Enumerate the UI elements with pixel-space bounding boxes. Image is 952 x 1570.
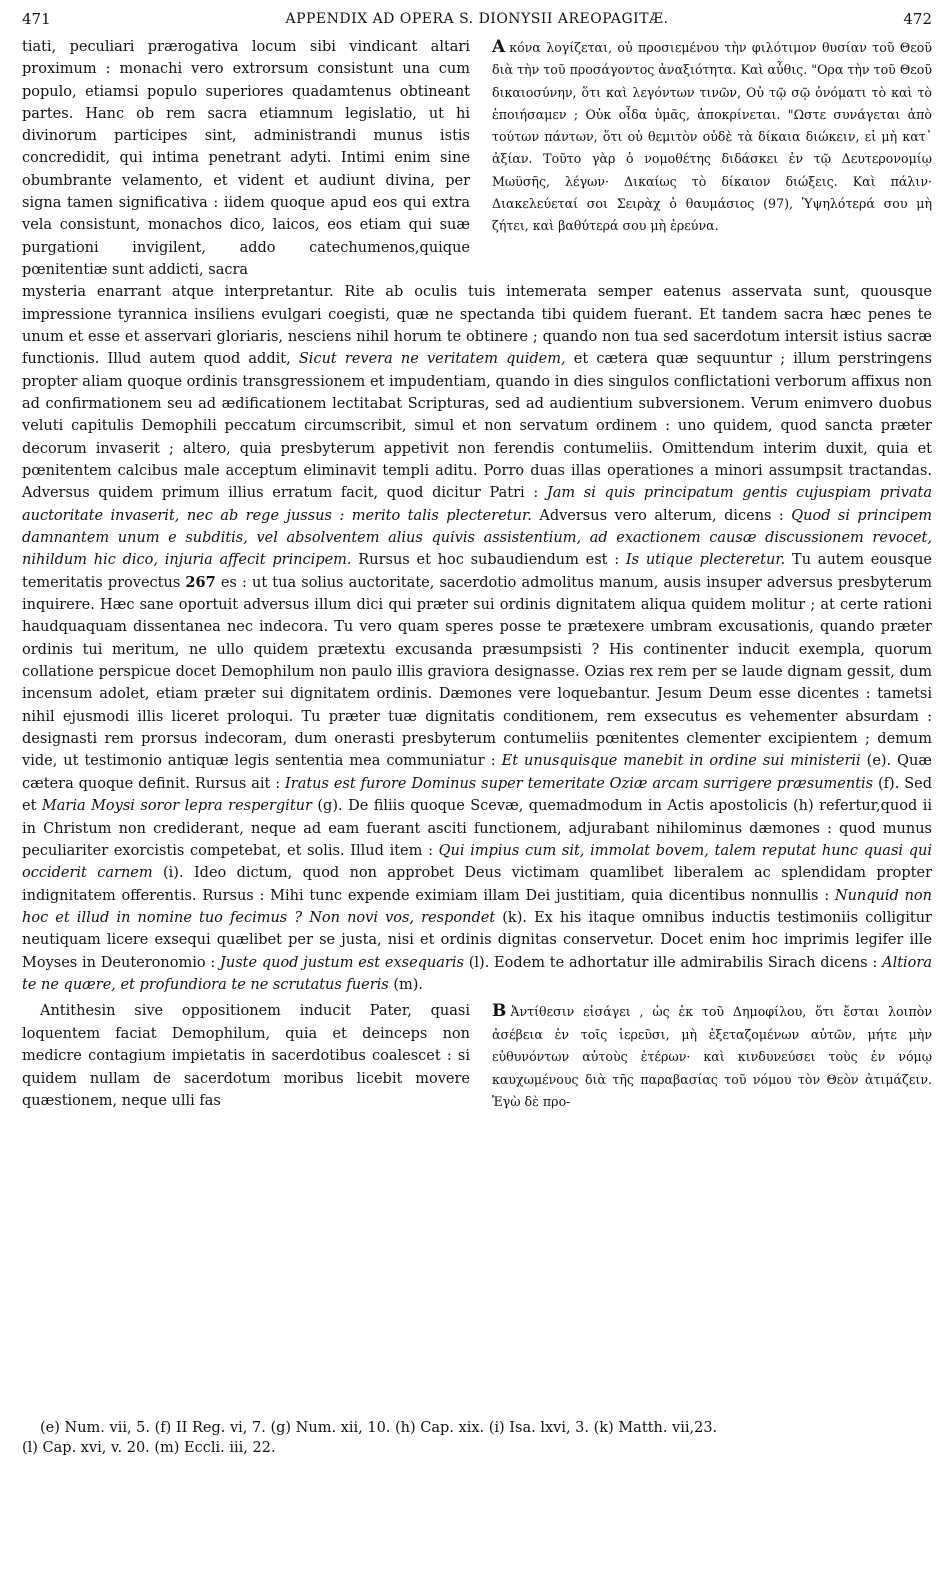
bottom-two-column-block [22, 1000, 932, 1114]
italic-quote: Nunquid non hoc et illud in nomine tuo fecimus ? Non novi vos, respondet [22, 887, 932, 926]
italic-quote: Qui impius cum sit, immolat bovem, talem reputat hunc quasi qui occiderit carnem [22, 842, 932, 882]
text-span: Rursus et hoc subaudiendum est : [351, 552, 626, 569]
section-marker-b: B [492, 1001, 507, 1022]
text-span: (i). Ideo dictum, quod non approbet Deus victimam quamlibet liberalem ac splendidam propter indignitatem offerentis. Rursus : Mihi tunc expende eximiam illam Dei justitiam, quia dicentibus nonnullis : [22, 865, 932, 904]
page-number-left: 471 [22, 10, 51, 28]
italic-quote: Altiora te ne quære, et profundiora te ne scrutatus fueris [22, 954, 932, 993]
latin-column-top: tiati, peculiari prærogativa locum sibi vindicant altari proximum : monachi vero extrorsum consistunt una cum populo, etiamsi populo superiores quadamtenus obtineant partes. Hanc ob rem sacra etiamnum legislatio, ut hi divinorum participes sint, administrandi munus istis concredidit, qui intima penetrant adyti. Intimi enim sine obumbrante velamento, et vident et audiunt divina, per signa tamen significativa : iidem quoque apud eos qui extra vela consistunt, monachos dico, laicos, eos etiam qui suæ purgationi invigilent, addo catechumenos,quique pœnitentiæ sunt addicti, sacra [22, 39, 470, 278]
text-span: (m). [388, 976, 424, 993]
footnote-line-1: (e) Num. vii, 5. (f) II Reg. vi, 7. (g) Num. xii, 10. (h) Cap. xix. (i) Isa. lxvi, 3. (k) Matth. vii,23. [40, 1420, 718, 1436]
main-paragraph [22, 281, 932, 996]
main-latin-text [22, 281, 932, 996]
text-span: (f). Sed et [22, 775, 932, 815]
page-number-right: 472 [903, 10, 932, 28]
section-marker-a: A [492, 37, 506, 57]
text-span: es : ut tua solius auctoritate, sacerdotio admolitus manum, ausis insuper adversus presbyterum inquirere. Hæc sane oportuit adversus illum dici qui præter sui ordinis dignitatem aliqua quidem molitur ; at certe rationi haudquaquam dissentanea nec indecora. Tu vero quam speres posse te prætexere umbram excusationis, quando præter ordinis tui meritum, ne ullo quidem prætextu excusanda præsumpsisti ? His continenter inducit exempla, quorum collatione perspicue docet Demophilum non paulo illis graviora designasse. Ozias rex rem per se laude dignam gessit, dum incensum adolet, etiam præter sui dignitatem ordinis. Dæmones vere loquebantur. Jesum Deum esse dicentes : tametsi nihil ejusmodi illis liceret proloqui. Tu præter tuæ dignitatis conditionem, rem exsecutus es vehementer absurdam : designasti rem prorsus indecoram, dum onerasti presbyterum contumeliis pœnitentes clementer excipientem ; demum vide, ut testimonio antiquæ legis sententia mea communiatur : [22, 574, 932, 770]
italic-quote: Is utique plecteretur. [625, 552, 786, 569]
text-span: (l). Eodem te adhortatur ille admirabilis Sirach dicens : [463, 954, 883, 971]
text-span: (g). De filiis quoque Scevæ, quemadmodum in Actis apostolicis (h) refertur,quod ii in Christum non crediderant, neque ad eam fuerant asciti functionem, adjurabant nihilominus dæmones : quod munus peculiariter exorcistis competebat, et solis. Illud item : [22, 798, 932, 859]
text-span: Adversus vero alterum, dicens : [531, 507, 792, 524]
running-title: APPENDIX AD OPERA S. DIONYSII AREOPAGITÆ. [285, 11, 669, 27]
italic-quote: Iratus est furore Dominus super temeritate Oziæ arcam surrigere præsumentis [285, 775, 874, 792]
text-span: (k). Ex his itaque omnibus inductis testimoniis colligitur neutiquam licere exsequi quælibet per se justa, nisi et ordinis dignitas conservetur. Docet enim hoc imprimis legifer ille Moyses in Deuteronomio : [22, 909, 932, 971]
italic-quote: Sicut revera ne veritatem quidem, [298, 351, 566, 368]
latin-column-bottom: Antithesin sive oppositionem inducit Pater, quasi loquentem faciat Demophilum, quia et deinceps non medicre contagium impietatis in sacerdotibus coalescet : si quidem nullam de sacerdotum moribus licebit movere quæstionem, neque ulli fas [22, 1003, 470, 1110]
text-span: mysteria enarrant atque interpretantur. Rite ab oculis tuis intemerata semper eatenus asservata sunt, quousque impressione tyrannica insiliens evulgari coegisti, quæ ne spectanda tibi quidem fuerant. Et tandem sacra hæc penes te unum et esse et asservari gloriaris, nesciens nihil horum te obtinere ; quando non tua sed sacerdotum intersit istius sacræ functionis. Illud autem quod addit, [22, 284, 932, 368]
text-span: (e). Quæ cætera quoque definit. Rursus ait : [22, 753, 933, 792]
text-span: Tu autem eousque temeritatis provectus [22, 552, 933, 591]
greek-text-bottom: Ἀντίθεσιν εἰσάγει , ὡς ἐκ τοῦ Δημοφίλου, ὅτι ἔσται λοιπὸν ἀσέβεια ἐν τοῖς ἱερεῦσι, μὴ ἐξεταζομένων αὐτῶν, μήτε μὴν εὐθυνόντων αὐτοὺς ἑτέρων· καὶ κινδυνεύσει τοὺς ἐν νόμῳ καυχωμένους διὰ τῆς παραβασίας τοῦ νόμου τὸν Θεὸν ἀτιμάζειν. Ἐγὼ δὲ προ- [492, 1004, 932, 1110]
greek-column-bottom [492, 1000, 932, 1114]
top-two-column-block [22, 36, 932, 281]
greek-column-top [492, 36, 932, 281]
footnote-line-2: (l) Cap. xvi, v. 20. (m) Eccli. iii, 22. [22, 1440, 276, 1456]
text-span: et cætera quæ sequuntur ; illum perstringens propter aliam quoque ordinis transgressionem et impudentiam, quando in dies singulos conflictationi verborum affixus non ad confirmationem seu ad ædificationem lectitabat Scripturas, sed ad audientium subversionem. Verum enimvero duobus veluti capitulis Demophili peccatum circumscribit, simul et non servatum ordinem : uno quidem, quod sancta præter decorum invaserit ; altero, quia presbyterum appetivit non ferendis contumeliis. Omittendum interim duxit, quia et pœnitentem calcibus male acceptum eliminavit templi aditu. Porro duas illas operationes a minori assumpsit tractandas. Adversus quidem primum illius erratum facit, quod dicitur Patri : [22, 351, 932, 502]
italic-quote: Quod si principem damnantem unum e subditis, vel absolventem alius quivis assistentium, ad exactionem causæ discussionem revocet, nihildum hic dico, injuria affecit principem. [22, 507, 932, 569]
column-number: 267 [185, 573, 216, 591]
footnotes [22, 1418, 932, 1458]
running-header [22, 8, 932, 30]
page [22, 8, 933, 1456]
italic-quote: Et unusquisque manebit in ordine sui ministerii [501, 753, 861, 770]
italic-quote: Jam si quis principatum gentis cujuspiam privata auctoritate invaserit, nec ab rege jussus : merito talis plecteretur. [22, 485, 933, 524]
greek-text-top: κόνα λογίζεται, οὐ προσιεμένου τὴν φιλότιμον θυσίαν τοῦ Θεοῦ διὰ τὴν τοῦ προσάγοντος ἀναξιότητα. Καὶ αὖθις. "Ορα τὴν τοῦ Θεοῦ δικαιοσύνην, ὅτι καὶ λεγόντων τινῶν, Οὐ τῷ σῷ ὀνόματι τὸ καὶ τὸ ἐποιήσαμεν ; Οὐκ οἶδα ὑμᾶς, ἀποκρίνεται. "Ωστε συνάγεται ἀπὸ τούτων πάντων, ὅτι οὐ θεμιτὸν οὐδὲ τὰ δίκαια διώκειν, εἰ μὴ κατ᾽ ἀξίαν. Τοῦτο γὰρ ὁ νομοθέτης διδάσκει ἐν τῷ Δευτερονομίῳ Μωϋσῆς, λέγων· Δικαίως τὸ δίκαιον διώξεις. Καὶ πάλιν· Διακελεύεταί σοι Σειρὰχ ὁ θαυμάσιος (97), Ὑψηλότερά σου μὴ ζήτει, καὶ βαθύτερά σου μὴ ἐρεύνα. [492, 40, 932, 234]
italic-quote: Maria Moysi soror lepra respergitur [41, 798, 312, 815]
italic-quote: Juste quod justum est exsequaris [220, 954, 464, 971]
